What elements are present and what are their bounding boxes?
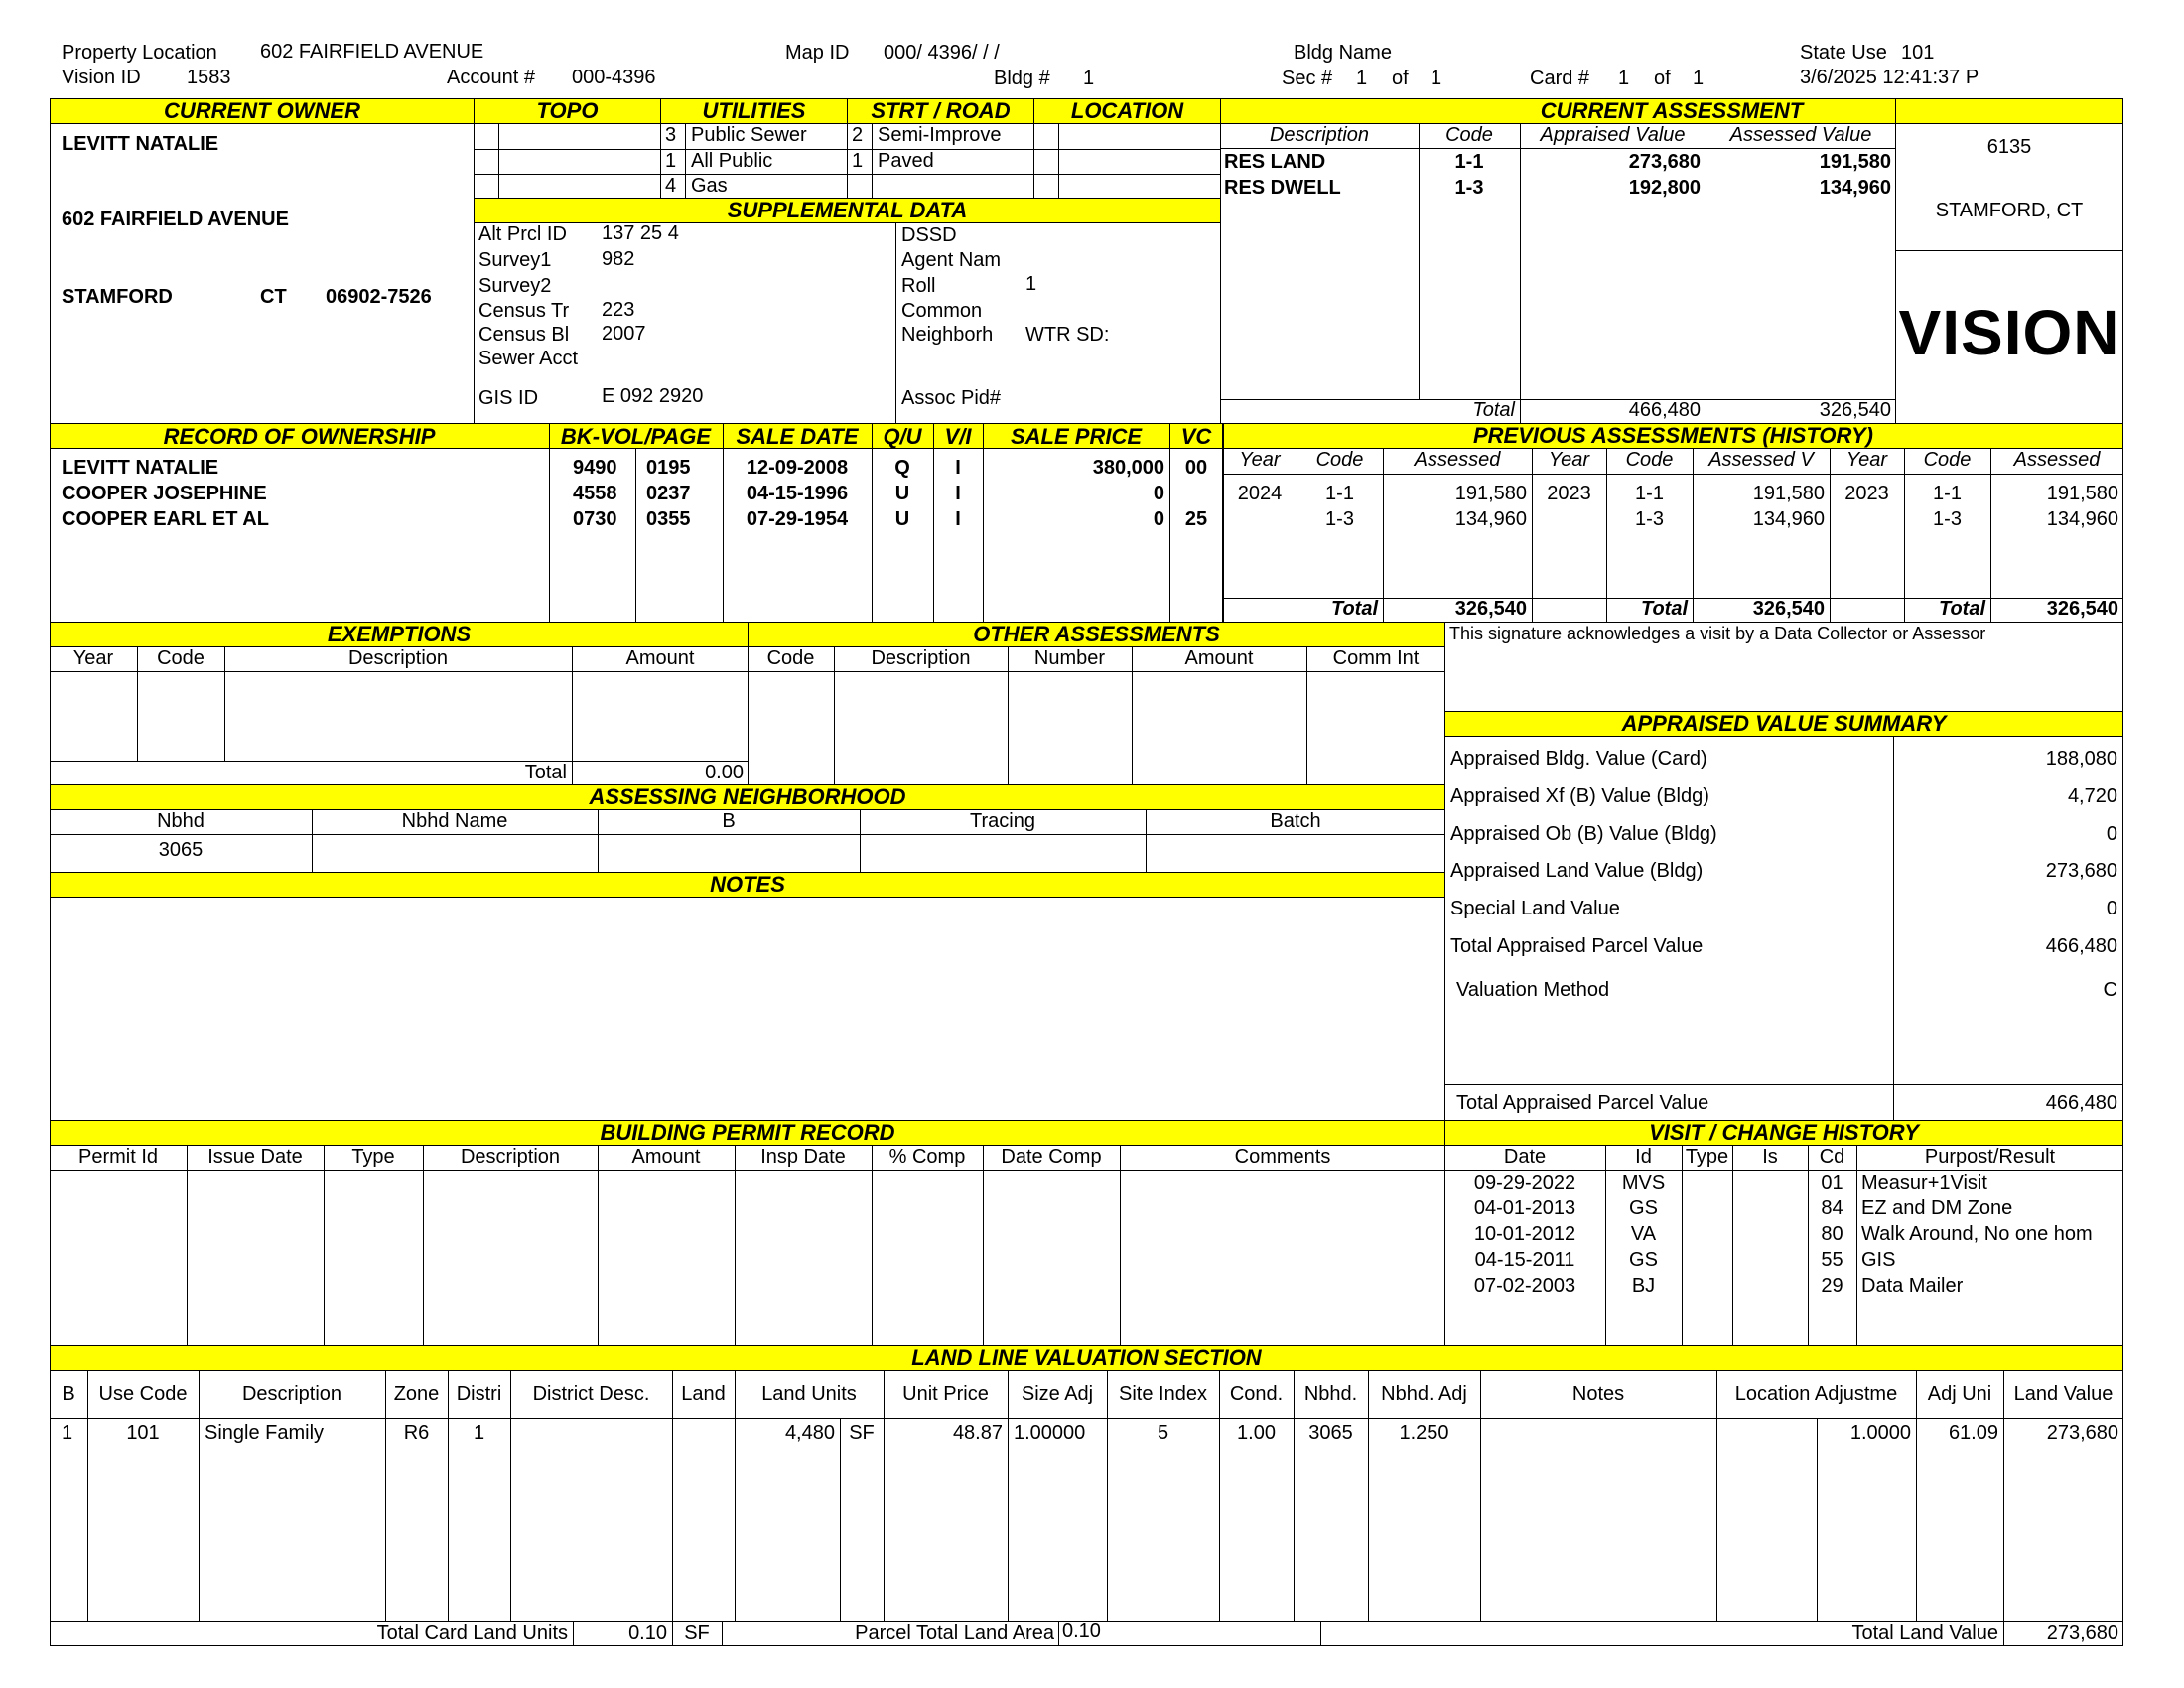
road-code: 2 [852, 124, 864, 146]
supp-value: 223 [602, 299, 635, 321]
summary-value: C [2103, 979, 2117, 1001]
land-h-zone: Zone [393, 1383, 440, 1405]
summary-total-label: Total Appraised Parcel Value [1456, 1092, 1709, 1114]
land-units: 4,480 [784, 1422, 835, 1444]
summary-label: Appraised Xf (B) Value (Bldg) [1450, 785, 1709, 807]
vi-header: V/I [944, 424, 972, 449]
supp-label: Roll [901, 275, 936, 297]
land-h-site-index: Site Index [1119, 1383, 1207, 1405]
supp-value: 1 [1025, 273, 1037, 295]
visit-purpose: Measur+1Visit [1861, 1172, 1987, 1194]
assess-total-label: Total [1472, 399, 1515, 421]
land-h-cond: Cond. [1229, 1383, 1284, 1405]
land-description: Single Family [205, 1422, 325, 1444]
supp-label: DSSD [901, 224, 957, 246]
sale-page: 0195 [646, 457, 691, 479]
visit-purpose: Data Mailer [1861, 1275, 1964, 1297]
prev-code: 1-3 [1635, 508, 1664, 530]
land-h-b: B [62, 1383, 75, 1405]
supplemental-header: SUPPLEMENTAL DATA [474, 198, 1221, 223]
oa-h-code: Code [766, 647, 815, 669]
nbhd-h-name: Nbhd Name [401, 810, 508, 832]
sale-price: 0 [1153, 508, 1164, 530]
prev-total-label: Total [1330, 598, 1378, 620]
prev-h-assessed: Assessed [2013, 449, 2101, 471]
vc-header: VC [1180, 424, 1212, 449]
supp-value: 982 [602, 248, 635, 270]
land-h-land-value: Land Value [2013, 1383, 2114, 1405]
owner-state: CT [260, 286, 287, 308]
supp-value: WTR SD: [1025, 324, 1110, 346]
other-assessments-header: OTHER ASSESSMENTS [748, 622, 1445, 647]
nbhd-h-b: B [722, 810, 736, 832]
visit-h-purpose: Purpost/Result [1924, 1146, 2056, 1168]
land-adj-uni: 61.09 [1948, 1422, 1998, 1444]
supp-label: Census Tr [478, 300, 570, 322]
vision-logo: VISION [1898, 297, 2120, 368]
land-h-description: Description [241, 1383, 342, 1405]
sec-of: 1 [1431, 68, 1442, 89]
supp-label: Census Bl [478, 324, 570, 346]
qu-header: Q/U [883, 424, 922, 449]
prev-h-code: Code [1315, 449, 1364, 471]
supp-value: 2007 [602, 323, 646, 345]
prev-h-year: Year [1548, 449, 1590, 471]
sale-page: 0237 [646, 483, 691, 504]
visit-h-id: Id [1635, 1146, 1652, 1168]
timestamp: 3/6/2025 12:41:37 P [1800, 67, 1979, 88]
visit-id: BJ [1631, 1275, 1656, 1297]
assoc-pid-label: Assoc Pid# [901, 387, 1002, 409]
ex-total-label: Total [524, 762, 567, 783]
prev-h-assessed-v: Assessed V [1708, 449, 1814, 471]
summary-label: Total Appraised Parcel Value [1450, 935, 1704, 957]
supp-value: 137 25 4 [602, 222, 679, 244]
sale-bk: 4558 [573, 483, 617, 504]
permit-h: % Comp [888, 1146, 966, 1168]
sale-bk: 9490 [573, 457, 617, 479]
visit-h-type: Type [1685, 1146, 1729, 1168]
permit-h: Issue Date [207, 1146, 303, 1168]
utility-code: 3 [665, 124, 677, 146]
visit-cd: 80 [1821, 1223, 1843, 1245]
record-ownership-header: RECORD OF OWNERSHIP [163, 424, 436, 449]
supp-label: Alt Prcl ID [478, 223, 567, 245]
total-card-land-units-unit: SF [684, 1622, 710, 1644]
land-site-index: 5 [1157, 1422, 1169, 1444]
total-card-land-units-label: Total Card Land Units [376, 1622, 568, 1644]
supp-label: Survey1 [478, 249, 552, 271]
visit-cd: 84 [1821, 1197, 1843, 1219]
visit-purpose: GIS [1861, 1249, 1896, 1271]
nbhd-h-tracing: Tracing [970, 810, 1035, 832]
visit-cd: 29 [1821, 1275, 1843, 1297]
assess-desc: RES LAND [1224, 151, 1326, 173]
current-owner-box [50, 123, 475, 424]
sale-owner: COOPER JOSEPHINE [62, 483, 267, 504]
bldg-name-label: Bldg Name [1294, 42, 1392, 64]
land-h-notes: Notes [1571, 1383, 1625, 1405]
permit-h: Permit Id [77, 1146, 159, 1168]
prev-code: 1-1 [1325, 483, 1354, 504]
land-header: LAND LINE VALUATION SECTION [50, 1345, 2123, 1371]
prev-h-assessed: Assessed [1414, 449, 1501, 471]
oa-h-desc: Description [871, 647, 971, 669]
land-h-unit-price: Unit Price [902, 1383, 989, 1405]
prev-h-code: Code [1923, 449, 1972, 471]
prev-value: 134,960 [1752, 508, 1825, 530]
previous-header: PREVIOUS ASSESSMENTS (HISTORY) [1223, 423, 2123, 449]
sale-owner: LEVITT NATALIE [62, 457, 219, 479]
permit-h: Description [460, 1146, 561, 1168]
utility-label: Gas [691, 175, 728, 197]
prev-h-year: Year [1845, 449, 1888, 471]
sale-qu: Q [894, 457, 910, 479]
assess-appraised: 273,680 [1628, 151, 1701, 173]
sale-date-header: SALE DATE [736, 424, 859, 449]
prev-h-year: Year [1239, 449, 1281, 471]
utility-code: 4 [665, 175, 677, 197]
visit-h-date: Date [1503, 1146, 1547, 1168]
sale-date: 04-15-1996 [746, 483, 849, 504]
bk-vol-header: BK-VOL/PAGE [560, 424, 712, 449]
visit-id: GS [1629, 1249, 1658, 1271]
topo-header: TOPO [474, 98, 661, 124]
property-location-label: Property Location [62, 42, 217, 64]
owner-city: STAMFORD [62, 286, 173, 308]
summary-label: Appraised Bldg. Value (Card) [1450, 748, 1707, 770]
land-box [50, 1370, 2123, 1622]
account-label: Account # [447, 67, 535, 88]
supp-label: Common [901, 300, 983, 322]
total-land-value-label: Total Land Value [1851, 1622, 1998, 1644]
assess-code: 1-3 [1454, 177, 1484, 199]
sale-qu: U [894, 483, 910, 504]
summary-label: Appraised Land Value (Bldg) [1450, 860, 1704, 882]
land-h-distri: Distri [456, 1383, 502, 1405]
land-h-district-desc: District Desc. [532, 1383, 650, 1405]
parcel-area-value: 0.10 [1062, 1620, 1101, 1642]
permit-h: Date Comp [1001, 1146, 1102, 1168]
visit-purpose: EZ and DM Zone [1861, 1197, 2013, 1219]
summary-value: 0 [2106, 823, 2117, 845]
land-size-adj: 1.00000 [1014, 1422, 1086, 1444]
assess-col-code: Code [1445, 124, 1493, 146]
prev-value: 134,960 [2046, 508, 2118, 530]
summary-value: 0 [2106, 898, 2117, 919]
prev-total: 326,540 [1454, 598, 1527, 620]
summary-value: 466,480 [2045, 935, 2117, 957]
exemptions-header: EXEMPTIONS [50, 622, 749, 647]
land-value: 273,680 [2046, 1422, 2118, 1444]
owner-address: 602 FAIRFIELD AVENUE [62, 209, 289, 230]
sale-price: 0 [1153, 483, 1164, 504]
permit-h: Insp Date [760, 1146, 846, 1168]
prev-code: 1-3 [1325, 508, 1354, 530]
assess-assessed: 191,580 [1819, 151, 1891, 173]
ex-h-code: Code [157, 647, 205, 669]
sale-vi: I [955, 457, 961, 479]
sale-owner: COOPER EARL ET AL [62, 508, 269, 530]
card-label: Card # [1530, 68, 1590, 89]
sale-date: 12-09-2008 [746, 457, 849, 479]
visit-h-is: Is [1762, 1146, 1778, 1168]
permit-h: Amount [631, 1146, 701, 1168]
visit-cd: 55 [1821, 1249, 1843, 1271]
visit-cd: 01 [1821, 1172, 1843, 1194]
land-h-nbhd: Nbhd. [1303, 1383, 1358, 1405]
sale-vi: I [955, 483, 961, 504]
utility-code: 1 [665, 150, 677, 172]
appraised-summary-header: APPRAISED VALUE SUMMARY [1444, 711, 2123, 737]
sale-qu: U [894, 508, 910, 530]
permit-box [50, 1145, 1445, 1346]
utility-label: Public Sewer [691, 124, 807, 146]
assess-col-assessed: Assessed Value [1729, 124, 1872, 146]
summary-value: 188,080 [2045, 748, 2117, 770]
land-h-size-adj: Size Adj [1021, 1383, 1094, 1405]
card-value: 1 [1618, 68, 1630, 89]
utilities-header: UTILITIES [660, 98, 848, 124]
summary-total-value: 466,480 [2045, 1092, 2117, 1114]
prev-total-label: Total [1938, 598, 1985, 620]
permit-h: Type [351, 1146, 395, 1168]
road-code: 1 [852, 150, 864, 172]
prev-year: 2024 [1237, 483, 1283, 504]
assess-col-appraised: Appraised Value [1540, 124, 1686, 146]
supp-label: Survey2 [478, 275, 552, 297]
prev-year: 2023 [1547, 483, 1591, 504]
utility-label: All Public [691, 150, 773, 172]
supp-label: Sewer Acct [478, 348, 579, 369]
road-label: Paved [878, 150, 934, 172]
location-header: LOCATION [1033, 98, 1221, 124]
signature-note: This signature acknowledges a visit by a Data Collector or Assessor [1449, 624, 1986, 643]
total-land-value: 273,680 [2046, 1622, 2118, 1644]
land-unit-price: 48.87 [952, 1422, 1003, 1444]
land-units-type: SF [849, 1422, 875, 1444]
land-cond: 1.00 [1237, 1422, 1276, 1444]
assess-total-appraised: 466,480 [1628, 399, 1701, 421]
owner-name: LEVITT NATALIE [62, 133, 219, 155]
sale-price: 380,000 [1092, 457, 1164, 479]
prev-total-label: Total [1640, 598, 1688, 620]
land-h-nbhd-adj: Nbhd. Adj [1381, 1383, 1467, 1405]
current-assessment-header: CURRENT ASSESSMENT [1220, 98, 2123, 124]
summary-label: Valuation Method [1456, 979, 1610, 1001]
property-location: 602 FAIRFIELD AVENUE [260, 41, 484, 63]
visit-date: 04-15-2011 [1474, 1249, 1575, 1271]
land-location-adj: 1.0000 [1849, 1422, 1911, 1444]
prev-code: 1-3 [1933, 508, 1962, 530]
prev-code: 1-1 [1933, 483, 1962, 504]
sec-of-label: of [1392, 68, 1409, 89]
ex-h-year: Year [72, 647, 114, 669]
summary-label: Appraised Ob (B) Value (Bldg) [1450, 823, 1717, 845]
prev-value: 191,580 [2046, 483, 2118, 504]
land-h-use-code: Use Code [98, 1383, 188, 1405]
prev-total: 326,540 [2046, 598, 2118, 620]
visit-id: GS [1629, 1197, 1658, 1219]
supp-label: Neighborh [901, 324, 994, 346]
state-use-label: State Use [1800, 42, 1887, 64]
land-h-adj-uni: Adj Uni [1927, 1383, 1992, 1405]
sec-label: Sec # [1282, 68, 1333, 89]
assess-code: 1-1 [1454, 151, 1484, 173]
nbhd-value: 3065 [158, 839, 204, 861]
nbhd-h-nbhd: Nbhd [157, 810, 205, 832]
land-h-land-units: Land Units [761, 1383, 857, 1405]
owner-zip: 06902-7526 [326, 286, 432, 308]
visit-header: VISIT / CHANGE HISTORY [1444, 1120, 2123, 1146]
sale-bk: 0730 [573, 508, 617, 530]
sale-page: 0355 [646, 508, 691, 530]
gis-value: E 092 2920 [602, 385, 704, 407]
oa-h-number: Number [1033, 647, 1106, 669]
sale-vi: I [955, 508, 961, 530]
summary-value: 4,720 [2067, 785, 2117, 807]
sale-price-header: SALE PRICE [1010, 424, 1143, 449]
sale-vc: 25 [1184, 508, 1208, 530]
land-b: 1 [62, 1422, 73, 1444]
visit-date: 09-29-2022 [1473, 1172, 1576, 1194]
prev-code: 1-1 [1635, 483, 1664, 504]
permit-header: BUILDING PERMIT RECORD [50, 1120, 1445, 1146]
land-distri: 1 [473, 1422, 485, 1444]
ex-h-amount: Amount [625, 647, 695, 669]
visit-date: 07-02-2003 [1473, 1275, 1576, 1297]
nbhd-h-batch: Batch [1270, 810, 1321, 832]
current-owner-header: CURRENT OWNER [50, 98, 475, 124]
strt-road-header: STRT / ROAD [847, 98, 1034, 124]
supp-label: Agent Nam [901, 249, 1002, 271]
ex-total: 0.00 [705, 762, 744, 783]
vision-id: 1583 [187, 67, 231, 88]
oa-h-comm: Comm Int [1332, 647, 1420, 669]
prev-year: 2023 [1844, 483, 1889, 504]
assess-desc: RES DWELL [1224, 177, 1341, 199]
assess-total-assessed: 326,540 [1819, 399, 1891, 421]
permit-h: Comments [1234, 1146, 1331, 1168]
prev-value: 191,580 [1454, 483, 1527, 504]
prev-total: 326,540 [1752, 598, 1825, 620]
town-name: STAMFORD, CT [1935, 200, 2084, 221]
road-label: Semi-Improve [878, 124, 1002, 146]
sale-vc: 00 [1184, 457, 1208, 479]
card-of-label: of [1654, 68, 1671, 89]
visit-purpose: Walk Around, No one hom [1861, 1223, 2093, 1245]
assess-assessed: 134,960 [1819, 177, 1891, 199]
neighborhood-header: ASSESSING NEIGHBORHOOD [50, 784, 1445, 810]
parcel-area-label: Parcel Total Land Area [855, 1622, 1054, 1644]
land-zone: R6 [403, 1422, 430, 1444]
summary-value: 273,680 [2045, 860, 2117, 882]
visit-id: MVS [1621, 1172, 1666, 1194]
summary-label: Special Land Value [1450, 898, 1620, 919]
account: 000-4396 [572, 67, 656, 88]
notes-box [50, 897, 1445, 1121]
visit-date: 04-01-2013 [1473, 1197, 1576, 1219]
land-h-land: Land [681, 1383, 726, 1405]
land-nbhd: 3065 [1308, 1422, 1353, 1444]
visit-id: VA [1630, 1223, 1657, 1245]
assess-col-description: Description [1269, 124, 1370, 146]
land-h-location-adj: Location Adjustme [1734, 1383, 1898, 1405]
assess-appraised: 192,800 [1628, 177, 1701, 199]
map-id-label: Map ID [785, 42, 850, 64]
notes-header: NOTES [50, 872, 1445, 898]
oa-h-amount: Amount [1184, 647, 1254, 669]
gis-label: GIS ID [478, 387, 539, 409]
total-card-land-units: 0.10 [628, 1622, 667, 1644]
town-code: 6135 [1986, 136, 2032, 158]
sale-date: 07-29-1954 [746, 508, 849, 530]
map-id: 000/ 4396/ / / [884, 42, 1000, 64]
vision-id-label: Vision ID [62, 67, 141, 88]
land-nbhd-adj: 1.250 [1399, 1422, 1449, 1444]
prev-h-code: Code [1625, 449, 1674, 471]
land-use-code: 101 [126, 1422, 160, 1444]
prev-value: 134,960 [1454, 508, 1527, 530]
sec-value: 1 [1356, 68, 1368, 89]
card-of: 1 [1693, 68, 1705, 89]
ex-h-desc: Description [347, 647, 449, 669]
state-use: 101 [1901, 42, 1935, 64]
visit-date: 10-01-2012 [1473, 1223, 1576, 1245]
prev-value: 191,580 [1752, 483, 1825, 504]
bldg-label: Bldg # [994, 68, 1050, 89]
visit-h-cd: Cd [1819, 1146, 1845, 1168]
bldg: 1 [1083, 68, 1095, 89]
